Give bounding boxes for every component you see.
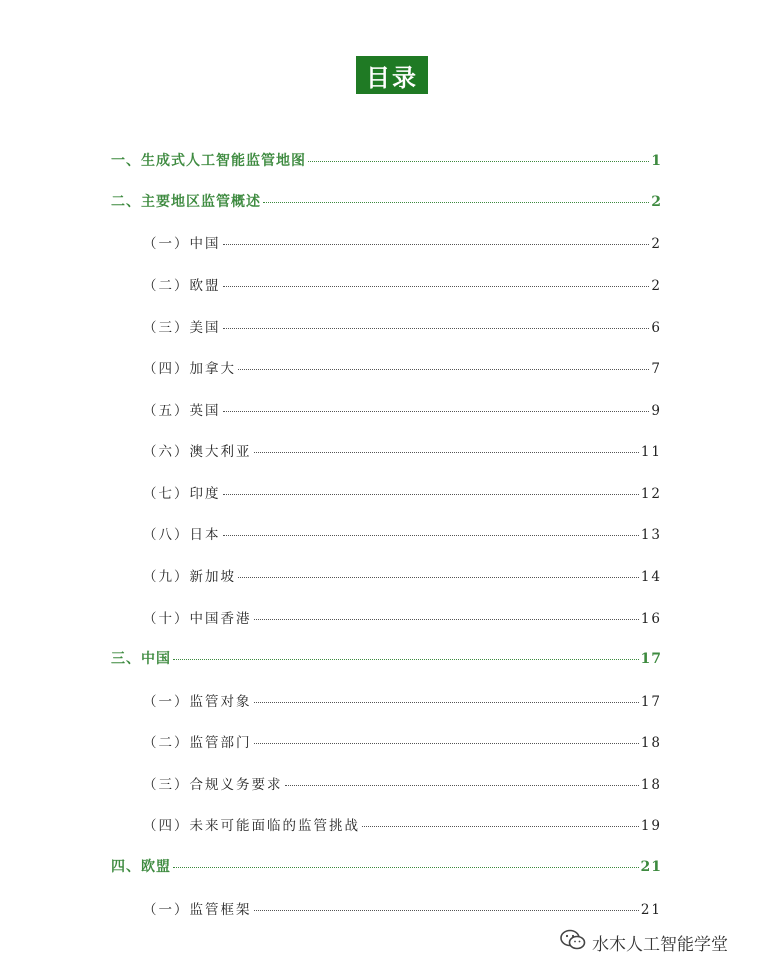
dot-leader xyxy=(254,743,639,744)
dot-leader xyxy=(223,535,639,536)
toc-entry-label: 二、主要地区监管概述 xyxy=(111,194,261,210)
dot-leader xyxy=(223,411,650,412)
toc-entry-label: （二）欧盟 xyxy=(143,278,221,294)
toc-entry-page: 19 xyxy=(640,818,662,834)
toc-entry-label: （三）合规义务要求 xyxy=(143,777,283,793)
dot-leader xyxy=(362,826,639,827)
toc-entry[interactable] xyxy=(143,482,662,502)
dot-leader xyxy=(254,910,639,911)
toc-entry[interactable] xyxy=(143,399,662,419)
dot-leader xyxy=(238,577,639,578)
toc-entry-label: （二）监管部门 xyxy=(143,735,252,751)
toc-entry-page: 13 xyxy=(640,527,662,543)
dot-leader xyxy=(223,244,650,245)
toc-entry-page: 12 xyxy=(640,486,662,502)
toc-entry-page: 18 xyxy=(640,735,662,751)
dot-leader xyxy=(173,867,639,868)
toc-entry-label: （一）监管框架 xyxy=(143,902,252,918)
toc-entry[interactable] xyxy=(111,150,662,170)
toc-entry-label: （六）澳大利亚 xyxy=(143,444,252,460)
toc-entry-label: 四、欧盟 xyxy=(111,859,171,875)
toc-entry-page: 2 xyxy=(651,278,662,294)
toc-entry-page: 6 xyxy=(651,320,662,336)
wechat-icon xyxy=(560,929,586,956)
toc-entry-page: 9 xyxy=(651,403,662,419)
watermark-text: 水木人工智能学堂 xyxy=(592,935,728,955)
dot-leader xyxy=(308,161,649,162)
toc-entry[interactable] xyxy=(143,523,662,543)
toc-entry-page: 2 xyxy=(651,194,662,210)
watermark xyxy=(560,929,728,956)
toc-entry[interactable] xyxy=(111,648,662,668)
toc-entry-page: 18 xyxy=(640,777,662,793)
toc-entry-page: 11 xyxy=(640,444,662,460)
toc-entry-label: （四）加拿大 xyxy=(143,361,236,377)
toc-entry-page: 14 xyxy=(640,569,662,585)
toc-entry-label: （一）监管对象 xyxy=(143,694,252,710)
toc-entry[interactable] xyxy=(143,814,662,834)
toc-entry-label: （七）印度 xyxy=(143,486,221,502)
toc-entry[interactable] xyxy=(143,232,662,252)
toc-entry-page: 7 xyxy=(651,361,662,377)
toc-entry-page: 1 xyxy=(651,153,662,169)
toc-entry[interactable] xyxy=(143,607,662,627)
toc-entry[interactable] xyxy=(143,898,662,918)
dot-leader xyxy=(223,328,650,329)
toc-entry[interactable] xyxy=(111,856,662,876)
dot-leader xyxy=(254,702,639,703)
toc-entry-page: 17 xyxy=(640,694,662,710)
toc-entry-label: （一）中国 xyxy=(143,236,221,252)
toc-entry-label: （八）日本 xyxy=(143,527,221,543)
toc-entry-page: 2 xyxy=(651,236,662,252)
toc-entry-label: （三）美国 xyxy=(143,320,221,336)
toc-entry[interactable] xyxy=(143,316,662,336)
toc-entry[interactable] xyxy=(143,773,662,793)
toc-entry[interactable] xyxy=(143,357,662,377)
toc-entry[interactable] xyxy=(143,274,662,294)
dot-leader xyxy=(254,452,639,453)
toc-entry-page: 21 xyxy=(640,859,662,875)
toc-entry-label: 一、生成式人工智能监管地图 xyxy=(111,153,306,169)
toc-entry-page: 17 xyxy=(640,651,662,667)
toc-entry-page: 21 xyxy=(640,902,662,918)
toc-entry[interactable] xyxy=(143,565,662,585)
dot-leader xyxy=(238,369,649,370)
toc-entry-label: 三、中国 xyxy=(111,651,171,667)
dot-leader xyxy=(254,619,639,620)
toc-title: 目录 xyxy=(366,63,418,92)
toc-entry-label: （九）新加坡 xyxy=(143,569,236,585)
toc-entry-page: 16 xyxy=(640,611,662,627)
toc-entry-label: （四）未来可能面临的监管挑战 xyxy=(143,818,360,834)
dot-leader xyxy=(173,659,639,660)
toc-entry[interactable] xyxy=(143,690,662,710)
toc-entry-label: （五）英国 xyxy=(143,403,221,419)
toc-entry[interactable] xyxy=(111,191,662,211)
toc-entry[interactable] xyxy=(143,731,662,751)
dot-leader xyxy=(285,785,639,786)
toc-entry-label: （十）中国香港 xyxy=(143,611,252,627)
dot-leader xyxy=(263,202,649,203)
toc-title-box xyxy=(356,56,428,94)
dot-leader xyxy=(223,286,650,287)
toc-entry[interactable] xyxy=(143,440,662,460)
dot-leader xyxy=(223,494,639,495)
